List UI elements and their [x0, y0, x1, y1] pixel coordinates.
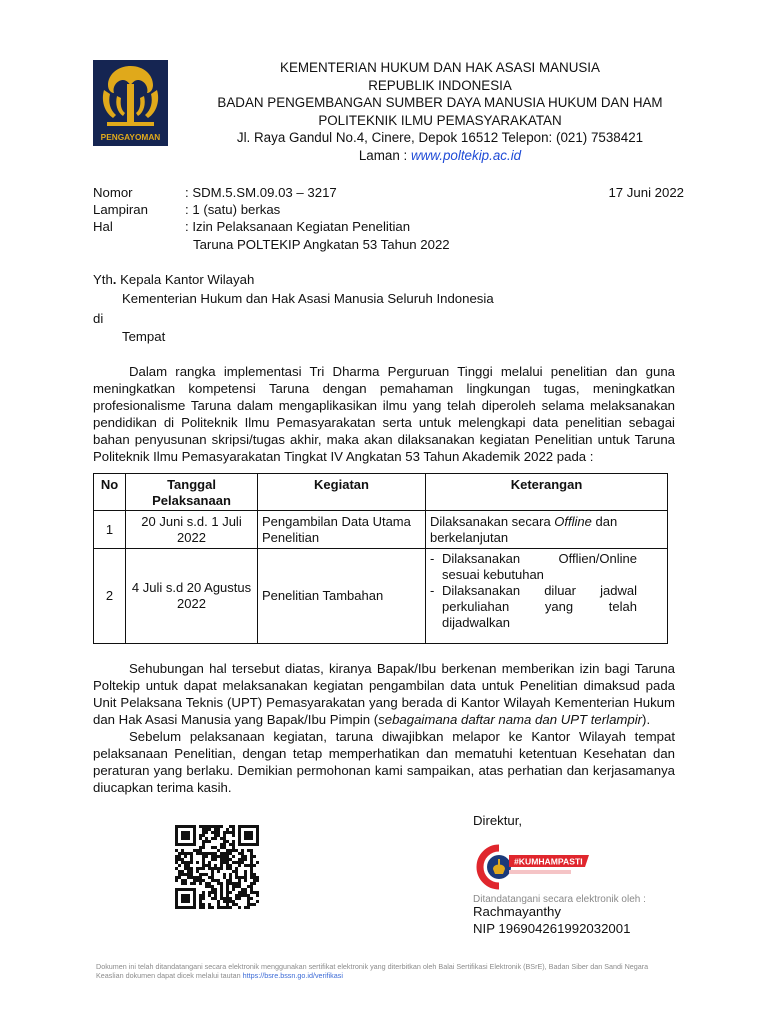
signatory-title: Direktur,: [473, 813, 523, 828]
col-tanggal-header: Tanggal Pelaksanaan: [126, 474, 258, 511]
intro-paragraph: [93, 363, 675, 466]
row2-ket-list: [430, 551, 637, 631]
row2-tanggal: 4 Juli s.d 20 Agustus 2022: [126, 549, 258, 644]
lampiran-label: Lampiran: [93, 202, 148, 217]
row1-keterangan: [426, 511, 668, 549]
row2-ket-item2-b: dijadwalkan: [442, 615, 510, 630]
row1-ket-pre: Dilaksanakan secara: [430, 514, 555, 529]
row1-kegiatan: Pengambilan Data Utama Penelitian: [258, 511, 426, 549]
row2-keterangan: [426, 549, 668, 644]
row2-ket-item1-a: Dilaksanakan Offlien/Online: [442, 551, 637, 566]
row1-tanggal: 20 Juni s.d. 1 Juli 2022: [126, 511, 258, 549]
col-no-header: No: [94, 474, 126, 511]
ministry-name: KEMENTERIAN HUKUM DAN HAK ASASI MANUSIA: [280, 60, 600, 75]
yth-prefix: Yth: [93, 272, 113, 287]
recipient-line1: [93, 271, 254, 288]
hal-value-line1: : Izin Pelaksanaan Kegiatan Penelitian: [185, 219, 411, 234]
row1-ket-italic: Offline: [554, 514, 592, 529]
list-item: [430, 583, 637, 631]
institution-name: POLITEKNIK ILMU PEMASYARAKATAN: [318, 112, 562, 128]
signature-badge-text: #KUMHAMPASTI: [514, 856, 583, 867]
row1-ket-post: dan berkelanjutan: [430, 514, 618, 545]
recipient-di: di: [93, 311, 104, 326]
request-main: Sehubungan hal tersebut diatas, kiranya Bapak/Ibu berkenan memberikan izin bagi Taruna Poltekip untuk dapat melaksanakan kegiatan pengambilan data untuk Penelitian dimaksud pada Unit Pelaksana Teknis (UPT) Pemasyarakatan yang berada di Kantor Wilayah Kementerian Hukum dan Hak Asasi Manusia yang Bapak/Ibu Pimpin (: [93, 661, 675, 728]
table-header-row: [94, 474, 668, 511]
footer-verify: [96, 971, 676, 981]
col-keterangan-header: Keterangan: [426, 474, 668, 511]
recipient-line2: Kementerian Hukum dan Hak Asasi Manusia Seluruh Indonesia: [122, 291, 494, 306]
hal-value-line2: Taruna POLTEKIP Angkatan 53 Tahun 2022: [193, 237, 450, 252]
agency-name: BADAN PENGEMBANGAN SUMBER DAYA MANUSIA HUKUM DAN HAM: [217, 95, 663, 111]
recipient-office: Kepala Kantor Wilayah: [116, 272, 255, 287]
table-row: [94, 549, 668, 644]
qr-code-graphic: [175, 825, 259, 909]
footer-verify-link[interactable]: https://bsre.bssn.go.id/verifikasi: [242, 971, 343, 980]
intro-text: Dalam rangka implementasi Tri Dharma Perguruan Tinggi melalui penelitian dan guna meningkatkan kompetensi Taruna dengan pemahaman lingkungan tugas, meningkatkan profesionalisme Taruna dalam mengaplikasikan ilmu yang telah diperoleh selama melaksanakan pendidikan di Politeknik Ilmu Pemasyarakatan serta untuk melengkapi data penelitian sebagai bahan penyusunan skripsi/tugas akhir, maka akan dilaksanakan kegiatan Penelitian untuk Taruna Politeknik Ilmu Pemasyarakatan Tingkat IV Angkatan 53 Tahun Akademik 2022 pada :: [93, 364, 675, 465]
nomor-label: Nomor: [93, 185, 133, 200]
yth-dot: .: [112, 272, 117, 287]
pengayoman-logo: [93, 60, 168, 146]
letter-date: 17 Juni 2022: [608, 185, 684, 200]
nomor-value: : SDM.5.SM.09.03 – 3217: [185, 185, 337, 200]
closing-paragraph: [93, 728, 675, 796]
request-paragraph: [93, 660, 675, 728]
row2-ket-item2-a: Dilaksanakan diluar jadwal perkuliahan yang telah: [442, 583, 637, 614]
col-kegiatan-header: Kegiatan: [258, 474, 426, 511]
website-label: Laman :: [358, 147, 411, 163]
row2-ket-item1-b: sesuai kebutuhan: [442, 567, 544, 582]
footer-disclaimer: Dokumen ini telah ditandatangani secara elektronik menggunakan sertifikat elektronik yang diterbitkan oleh Balai Sertifikasi Elektronik (BSrE), Badan Siber dan Sandi Negara: [96, 962, 649, 971]
hal-label: Hal: [93, 219, 113, 234]
recipient-tempat: Tempat: [122, 329, 166, 344]
request-italic: sebagaimana daftar nama dan UPT terlampir: [378, 712, 643, 728]
republic-name: REPUBLIK INDONESIA: [368, 77, 512, 93]
row1-no: 1: [94, 511, 126, 549]
schedule-table: [93, 473, 668, 644]
list-item: [430, 551, 637, 583]
electronic-signature-badge: [473, 842, 593, 892]
footer-verify-text: Keaslian dokumen dapat dicek melalui tautan: [96, 971, 243, 980]
signatory-nip: NIP 196904261992032001: [473, 921, 631, 936]
request-text: [93, 660, 675, 728]
closing-text: Sebelum pelaksanaan kegiatan, taruna diwajibkan melapor ke Kantor Wilayah tempat pelaksanaan Penelitian, dengan tetap memperhatikan dan mematuhi ketentuan Kesehatan dan peraturan yang berlaku. Demikian permohonan kami sampaikan, atas perhatian dan kerjasamanya diucapkan terima kasih.: [93, 729, 675, 796]
address-line: Jl. Raya Gandul No.4, Cinere, Depok 16512 Telepon: (021) 7538421: [236, 130, 644, 146]
request-end: ).: [642, 712, 651, 728]
signature-note: Ditandatangani secara elektronik oleh :: [473, 894, 646, 905]
website-line: [180, 147, 700, 165]
row2-no: 2: [94, 549, 126, 644]
qr-code: [175, 825, 259, 909]
website-link[interactable]: www.poltekip.ac.id: [410, 147, 522, 163]
row2-kegiatan: Penelitian Tambahan: [258, 549, 426, 644]
letterhead-block: [180, 59, 700, 165]
logo-caption: PENGAYOMAN: [100, 132, 161, 142]
signatory-name: Rachmayanthy: [473, 904, 561, 919]
lampiran-value: : 1 (satu) berkas: [185, 202, 281, 217]
table-row: [94, 511, 668, 549]
